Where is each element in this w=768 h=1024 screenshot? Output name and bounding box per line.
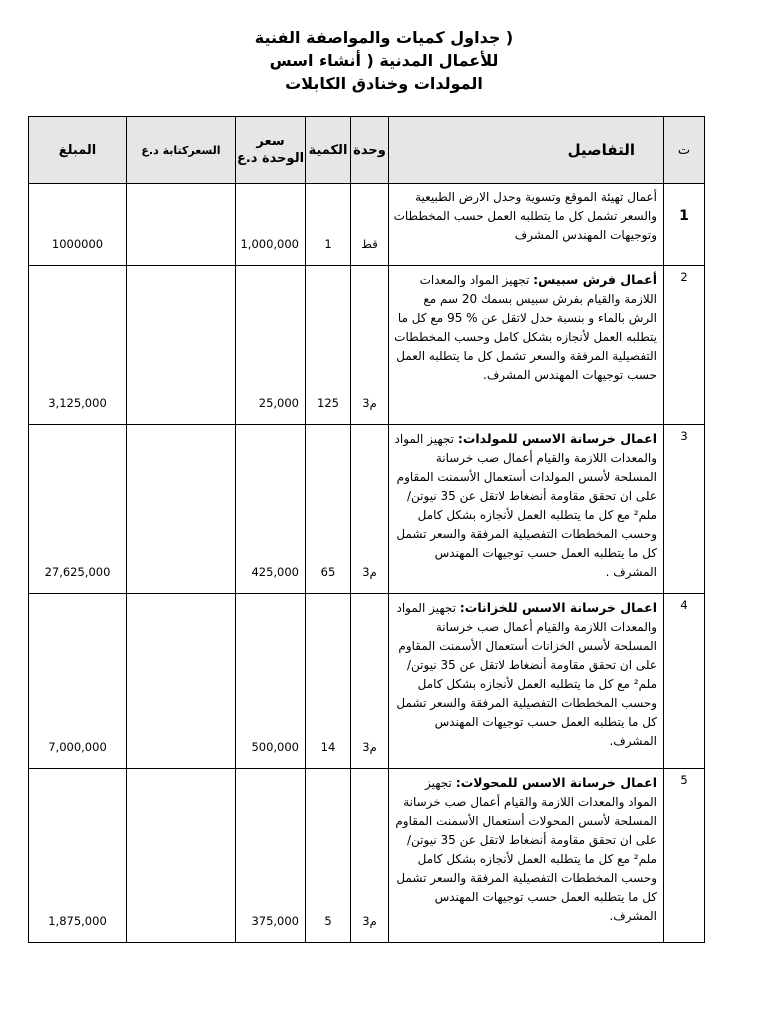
price-text-cell (127, 184, 236, 266)
seq-cell: 4 (664, 594, 705, 769)
unit-price-cell: 425,000 (236, 425, 306, 594)
quantity-cell: 65 (306, 425, 351, 594)
amount-cell: 7,000,000 (29, 594, 127, 769)
unit-price-cell: 1,000,000 (236, 184, 306, 266)
price-text-cell (127, 769, 236, 943)
table-row (29, 184, 705, 266)
header-amount: المبلغ (29, 117, 127, 184)
description-cell (389, 769, 664, 943)
table-row (29, 769, 705, 943)
header-quantity: الكمية (306, 117, 351, 184)
bill-of-quantities-table (28, 116, 705, 943)
amount-cell: 1,875,000 (29, 769, 127, 943)
seq-cell: 2 (664, 266, 705, 425)
description-heading: أعمال فرش سبيس: (533, 272, 657, 287)
quantity-cell: 1 (306, 184, 351, 266)
title-line-1: جداول كميات والمواصفة الفنية ) (254, 28, 514, 47)
unit-price-cell: 25,000 (236, 266, 306, 425)
amount-cell: 1000000 (29, 184, 127, 266)
quantity-cell: 14 (306, 594, 351, 769)
unit-cell: م3 (351, 425, 389, 594)
price-text-cell (127, 425, 236, 594)
price-text-cell (127, 594, 236, 769)
header-unit: وحدة (351, 117, 389, 184)
description-text: تجهيز المواد والمعدات اللازمة والقيام بفرش سبيس بسمك 20 سم مع الرش بالماء و بنسبة حدل لاتقل عن % 95 مع كل ما يتطلبه العمل لأنجازه بشكل كامل وحسب المخططات التفصيلية المرفقة والسعر تشمل كل ما يتطلبه العمل حسب توجيهات المهندس المشرف. (394, 273, 657, 382)
table-row (29, 266, 705, 425)
unit-cell: قط (351, 184, 389, 266)
description-heading: اعمال خرسانة الاسس للخزانات: (459, 600, 657, 615)
unit-price-cell: 500,000 (236, 594, 306, 769)
description-cell (389, 425, 664, 594)
table-row (29, 425, 705, 594)
description-text: تجهيز المواد والمعدات اللازمة والقيام أعمال صب خرسانة المسلحة لأسس الخزانات أستعمال الأسمنت المقاوم على ان تحقق مقاومة أنضغاط لاتقل عن 35 نيوتن/ملم² مع كل ما يتطلبه العمل لأنجازه بشكل كامل وحسب المخططات التفصيلية المرفقة والسعر تشمل كل ما يتطلبه العمل حسب توجيهات المهندس المشرف. (396, 601, 657, 748)
seq-cell: 5 (664, 769, 705, 943)
seq-cell: 1 (664, 184, 705, 266)
description-cell (389, 594, 664, 769)
header-seq: ت (664, 117, 705, 184)
title-line-3: المولدات وخنادق الكابلات (285, 74, 483, 93)
unit-cell: م3 (351, 769, 389, 943)
description-text: تجهيز المواد والمعدات اللازمة والقيام أعمال صب خرسانة المسلحة لأسس المولدات أستعمال الأسمنت المقاوم على ان تحقق مقاومة أنضغاط لاتقل عن 35 نيوتن/ملم² مع كل ما يتطلبه العمل لأنجازه بشكل كامل وحسب المخططات التفصيلية المرفقة والسعر تشمل كل ما يتطلبه العمل حسب توجيهات المهندس المشرف . (394, 432, 657, 579)
header-unit-price: سعر الوحدة د.ع (236, 117, 306, 184)
unit-cell: م3 (351, 266, 389, 425)
title-line-2: للأعمال المدنية ( أنشاء اسس (269, 51, 499, 70)
seq-cell: 3 (664, 425, 705, 594)
unit-cell: م3 (351, 594, 389, 769)
quantity-cell: 5 (306, 769, 351, 943)
header-price-text: السعركتابة د.ع (127, 117, 236, 184)
unit-price-cell: 375,000 (236, 769, 306, 943)
amount-cell: 27,625,000 (29, 425, 127, 594)
header-details: التفاصيل (389, 117, 664, 184)
description-cell (389, 266, 664, 425)
document-title (0, 26, 768, 95)
quantity-cell: 125 (306, 266, 351, 425)
table-header-row (29, 117, 705, 184)
description-text: أعمال تهيئة الموقع وتسوية وحدل الارض الطبيعية والسعر تشمل كل ما يتطلبه العمل حسب المخططات وتوجيهات المهندس المشرف (393, 190, 657, 242)
description-heading: اعمال خرسانة الاسس للمولدات: (457, 431, 657, 446)
description-cell (389, 184, 664, 266)
description-text: تجهيز المواد والمعدات اللازمة والقيام أعمال صب خرسانة المسلحة لأسس المحولات أستعمال الأسمنت المقاوم على ان تحقق مقاومة أنضغاط لاتقل عن 35 نيوتن/ملم² مع كل ما يتطلبه العمل لأنجازه بشكل كامل وحسب المخططات التفصيلية المرفقة والسعر تشمل كل ما يتطلبه العمل حسب توجيهات المهندس المشرف. (395, 776, 657, 923)
table-row (29, 594, 705, 769)
description-heading: اعمال خرسانة الاسس للمحولات: (455, 775, 657, 790)
amount-cell: 3,125,000 (29, 266, 127, 425)
price-text-cell (127, 266, 236, 425)
